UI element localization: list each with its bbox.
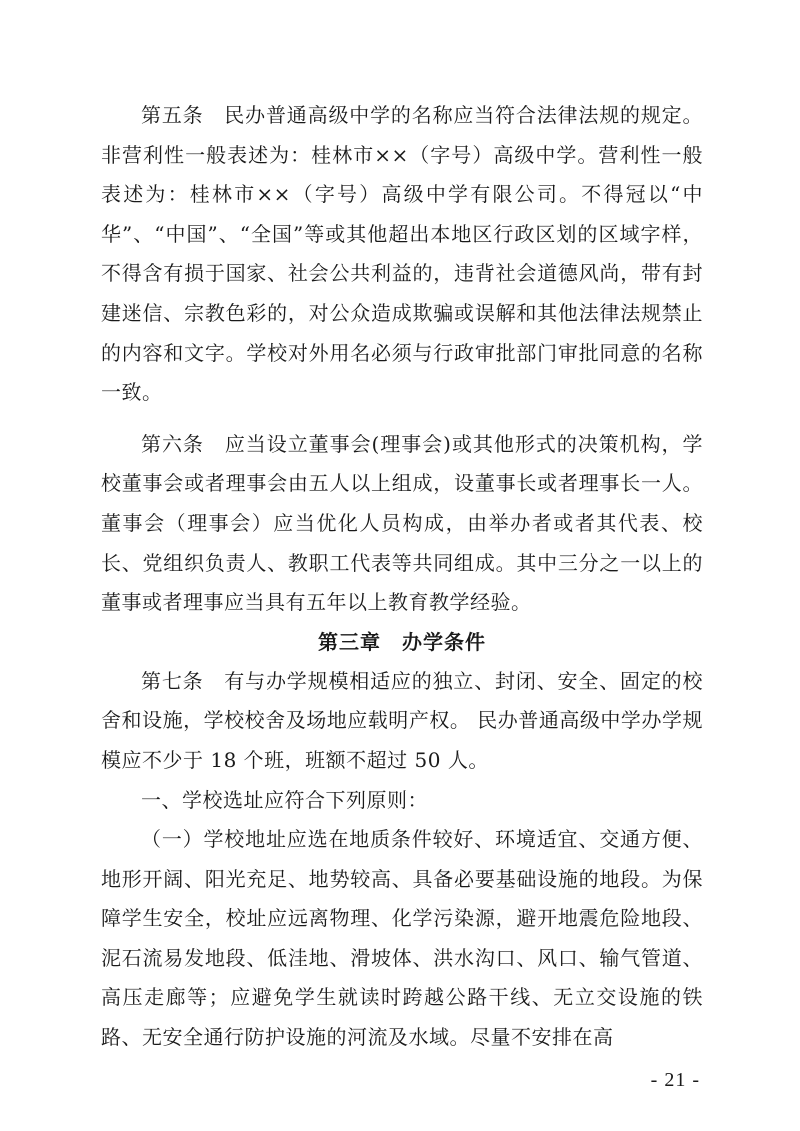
chapter-3-heading: 第三章 办学条件 <box>318 629 486 654</box>
article-7-paragraph: 第七条 有与办学规模相适应的独立、封闭、安全、固定的校舍和设施，学校校舍及场地应载明产权。 民办普通高级中学办学规模应不少于 18 个班，班额不超过 50 人。 <box>101 668 703 772</box>
article-5-paragraph: 第五条 民办普通高级中学的名称应当符合法律法规的规定。非营利性一般表述为：桂林市××（字号）高级中学。营利性一般表述为：桂林市××（字号）高级中学有限公司。不得冠以“中华”、“中国”、“全国”等或其他超出本地区行政区划的区域字样，不得含有损于国家、社会公共利益的，违背社会道德风尚，带有封建迷信、宗教色彩的，对公众造成欺骗或误解和其他法律法规禁止的内容和文字。学校对外用名必须与行政审批部门审批同意的名称一致。 <box>101 103 703 405</box>
site-selection-item-1: （一）学校地址应选在地质条件较好、环境适宜、交通方便、地形开阔、阳光充足、地势较高、具备必要基础设施的地段。为保障学生安全，校址应远离物理、化学污染源，避开地震危险地段、泥石流易发地段、低洼地、滑坡体、洪水沟口、风口、输气管道、高压走廊等；应避免学生就读时跨越公路干线、无立交设施的铁路、无安全通行防护设施的河流及水域。尽量不安排在高 <box>101 827 703 1050</box>
site-selection-heading: 一、学校选址应符合下列原则： <box>141 787 428 812</box>
page-number: - 21 - <box>650 1069 700 1091</box>
page-content <box>101 96 703 1058</box>
article-6-paragraph: 第六条 应当设立董事会(理事会)或其他形式的决策机构，学校董事会或者理事会由五人以上组成，设董事长或者理事长一人。董事会（理事会）应当优化人员构成，由举办者或者其代表、校长、党组织负责人、教职工代表等共同组成。其中三分之一以上的董事或者理事应当具有五年以上教育教学经验。 <box>101 431 703 615</box>
